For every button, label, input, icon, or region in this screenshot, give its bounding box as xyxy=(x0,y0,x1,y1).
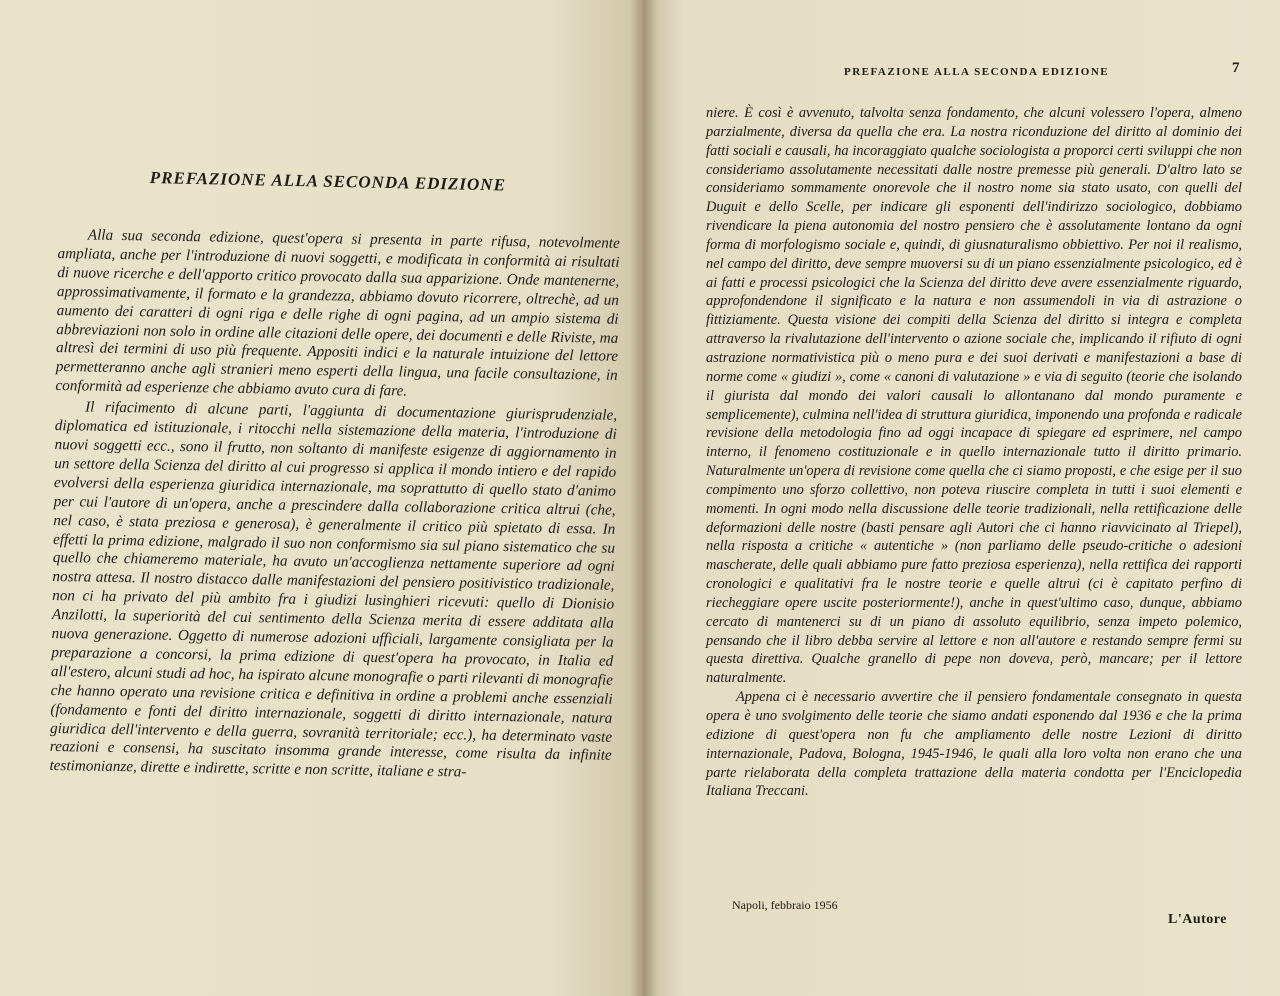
left-page-body xyxy=(49,226,620,785)
place-date: Napoli, febbraio 1956 xyxy=(732,898,838,912)
left-paragraph-1: Alla sua seconda edizione, quest'opera si presenta in parte rifusa, notevolmente ampliata, anche per l'introduzione di nuovi soggetti, e modificata in conformità ai risultati di nuove ricerche e dell'apporto critico provocato dalla sua apparizione. Onde mantenerne, approssimativamente, il formato e la grandezza, abbiamo dovuto ricorrere, oltrechè, ad un aumento dei caratteri di ogni riga e delle righe di ogni pagina, ad un ampio sistema di abbreviazioni non solo in ordine alle citazioni delle opere, dei documenti e delle Riviste, ma altresì dei termini di uso più frequente. Appositi indici e la naturale intuizione del lettore permetteranno anche agli stranieri meno esperti della lingua, una facile consultazione, in conformità ad esperienze che abbiamo avuto cura di fare. xyxy=(55,226,620,400)
left-page-title: PREFAZIONE ALLA SECONDA EDIZIONE xyxy=(149,168,507,195)
right-page-body xyxy=(706,104,1242,801)
running-head: PREFAZIONE ALLA SECONDA EDIZIONE xyxy=(844,66,1110,78)
right-paragraph-2: Appena ci è necessario avvertire che il pensiero fondamentale consegnato in questa opera è uno svolgimento delle teorie che siamo andati esponendo dal 1936 e che la prima edizione di quest'opera non fu che ampliamento delle nostre Lezioni di diritto internazionale, Padova, Bologna, 1945-1946, le quali alla loro volta non erano che una parte rielaborata della completa trattazione della materia condotta per l'Enciclopedia Italiana Treccani. xyxy=(706,689,1242,800)
left-paragraph-2: Il rifacimento di alcune parti, l'aggiunta di documentazione giurisprudenziale, diplomatica ed istituzionale, i ritocchi nella sistemazione della materia, l'introduzione di nuovi soggetti ecc., sono il frutto, non soltanto di manifeste esigenze di aggiornamento in un settore della Scienza del diritto al cui progresso si applica il mondo intiero e del rapido evolversi della esperienza giuridica internazionale, ma soprattutto di quello stato d'animo per cui l'autore di un'opera, anche a prescindere dalla collaborazione critica altrui (che, nel caso, è stata preziosa e generosa), è generalmente il critico più spietato di essa. In effetti la prima edizione, malgrado il suo non conformismo sia sul piano sistematico che su quello che chiameremo materiale, ha avuto un'accoglienza nettamente superiore ad ogni nostra attesa. Il nostro distacco dalle manifestazioni del pensiero positivistico tradizionale, non ci ha privato del più ambito fra i giudizi lusinghieri ricevuti: quello di Dionisio Anzilotti, la superiorità del cui sentimento della Scienza merita di essere additata alla nuova generazione. Oggetto di numerose adozioni ufficiali, largamente consigliata per la preparazione a concorsi, la prima edizione di quest'opera ha provocato, in Italia ed all'estero, alcuni studi ad hoc, ha ispirato alcune monografie o parti rilevanti di monografie che hanno operato una revisione critica e definitiva in ordine a problemi anche essenziali (fondamento e fonti del diritto internazionale, soggetti di diritto internazionale, natura giuridica dell'intervento e della guerra, sovranità territoriale; ecc.), ha determinato vaste reazioni e consensi, ha suscitato insomma grande interesse, come risulta da infinite testimonianze, dirette e indirette, scritte e non scritte, italiane e stra- xyxy=(49,398,618,781)
signature: L'Autore xyxy=(1168,912,1227,927)
right-page xyxy=(644,0,1280,996)
right-paragraph-1: niere. È così è avvenuto, talvolta senza fondamento, che alcuni volessero l'opera, almeno parzialmente, diversa da quella che era. La nostra riconduzione del diritto al dominio dei fatti sociali e causali, ha incoraggiato qualche sociologista a proporci certi sviluppi che non consideriamo assolutamente necessitati dalle nostre premesse più generali. D'altro lato se consideriamo sommamente onorevole che il nostro nome sia stato usato, con quelli del Duguit e dello Scelle, per indicare gli esponenti dell'indirizzo sociologico, dobbiamo rivendicare la piena autonomia del nostro pensiero che è assolutamente lontano da ogni forma di morfologismo sociale e, quindi, di giusnaturalismo obbiettivo. Per noi il realismo, nel campo del diritto, deve sempre muoversi su di un piano essenzialmente psicologico, ed è ai fatti e processi psicologici che la Scienza del diritto deve avere essenzialmente riguardo, approfondendone il significato e la natura e non assumendoli in via di astrazione o fittiziamente. Questa visione dei compiti della Scienza del diritto si integra e completa attraverso la rivalutazione dell'intervento o azione sociale che, implicando il rifiuto di ogni astrazione normativistica più o meno pura e dei suoi derivati e manifestazioni a base di norme come « giudizi », come « canoni di valutazione » e via di seguito (teorie che isolando il giurista dal mondo dei valori causali lo allontanano dal mondo puramente e semplicemente), culmina nell'idea di struttura giuridica, imponendo una profonda e radicale revisione della metodologia fino ad oggi incapace di spiegare ed esprimere, nel campo interno, il fenomeno costituzionale e in quello internazionale tutto il diritto primario. Naturalmente un'opera di revisione come quella che ci siamo proposti, e che esige per il suo compimento uno sforzo collettivo, non poteva riuscire completa in tutti i suoi elementi e momenti. In ogni modo nella discussione delle teorie tradizionali, nella rettificazione delle deformazioni delle nostre (basti pensare agli Autori che ci hanno riavvicinato al Triepel), nella risposta a critiche « autentiche » (non parliamo delle pseudo-critiche o adesioni mascherate, delle quali abbiamo pure fatto preziosa esperienza), nella rettifica dei rapporti cronologici e qualitativi fra le nostre teorie e quelle altrui (ci è capitato perfino di riecheggiare opere uscite posteriormente!), anche in quest'ultimo caso, dunque, abbiamo cercato di mantenerci su di un piano di assoluto equilibrio, senza impeto polemico, pensando che il libro debba servire al lettore e non all'autore e restando sempre fermi su questa direttiva. Qualche granello di pepe non doveva, però, mancare; per il lettore naturalmente. xyxy=(706,105,1242,687)
book-gutter xyxy=(630,0,658,996)
page-number: 7 xyxy=(1232,60,1240,76)
